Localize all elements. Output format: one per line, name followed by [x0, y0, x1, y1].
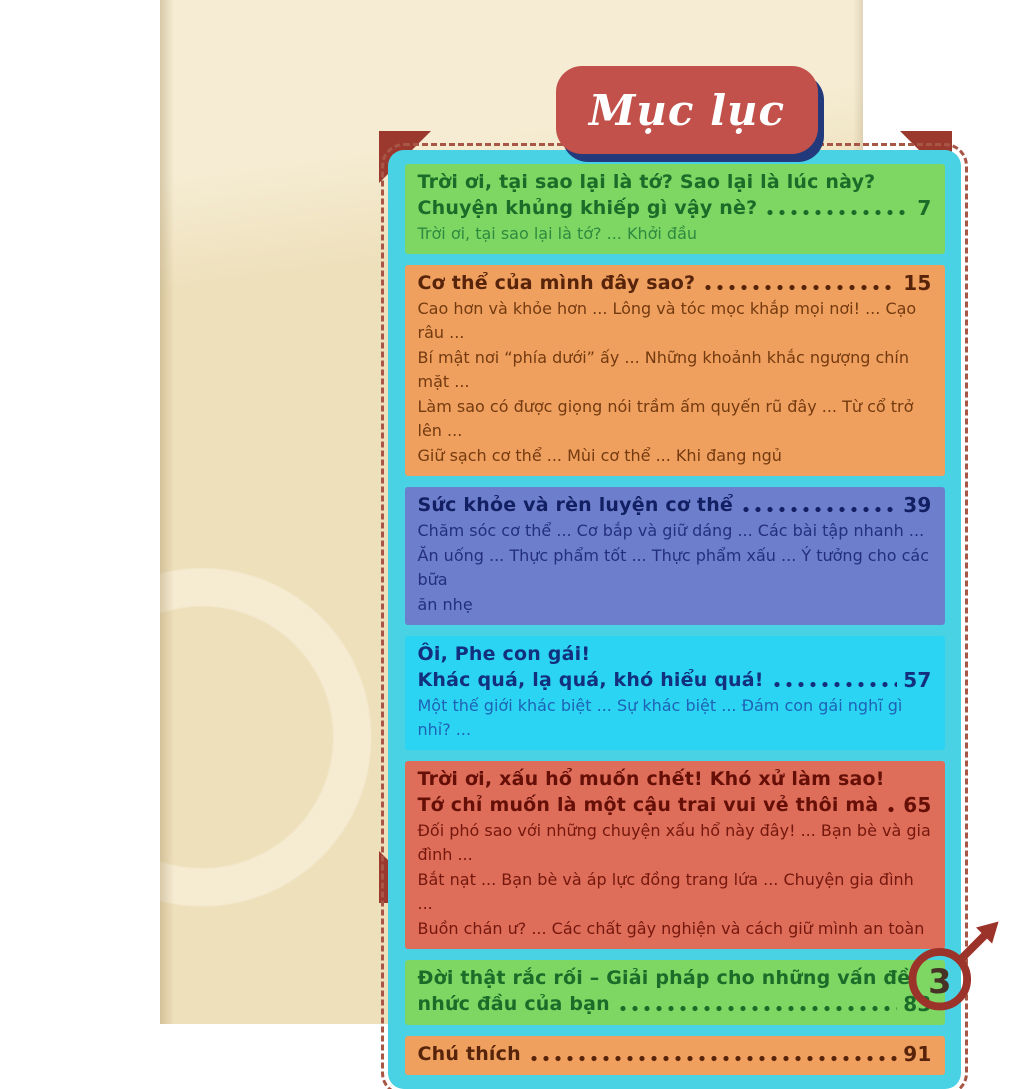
section-page-number: 7: [917, 196, 932, 220]
section-subtopics: Chăm sóc cơ thể ... Cơ bắp và giữ dáng ... Các bài tập nhanh ...: [417, 521, 925, 540]
section-title: Sức khỏe và rèn luyện cơ thể: [417, 494, 734, 516]
toc-section-1: [405, 164, 945, 254]
section-page-number: 57: [903, 668, 932, 692]
toc-panel: [388, 150, 961, 1089]
section-page-number: 39: [903, 493, 932, 517]
section-title-leader-row: [418, 195, 932, 221]
toc-section-5: [405, 761, 945, 949]
book-page: [160, 0, 952, 1066]
section-title-leader-row: [418, 1041, 932, 1067]
dot-leader: [743, 506, 897, 513]
section-subtopics: Ăn uống ... Thực phẩm tốt ... Thực phẩm xấu ... Ý tưởng cho các bữa: [417, 546, 930, 589]
toc-section-6: [405, 960, 945, 1025]
section-page-number: 83: [903, 992, 932, 1016]
section-title: Chuyện khủng khiếp gì vậy nè?: [417, 197, 758, 219]
section-page-number: 15: [903, 271, 932, 295]
section-page-number: 65: [903, 793, 932, 817]
toc-banner: [556, 66, 818, 154]
section-title: Trời ơi, tại sao lại là tớ? Sao lại là lúc này?: [417, 171, 876, 193]
section-subtopics: Bắt nạt ... Bạn bè và áp lực đồng trang lứa ... Chuyện gia đình ...: [417, 870, 914, 913]
section-page-number: 91: [903, 1042, 932, 1066]
section-subtopics: Buồn chán ư? ... Các chất gây nghiện và cách giữ mình an toàn: [417, 919, 925, 938]
dot-leader: [774, 681, 898, 688]
section-title: Đời thật rắc rối – Giải pháp cho những vấn đề: [417, 967, 911, 989]
dot-leader: [888, 806, 897, 813]
dot-leader: [620, 1005, 897, 1012]
section-title: Ôi, Phe con gái!: [417, 643, 591, 665]
section-title: nhức đầu của bạn: [417, 993, 610, 1015]
page-title: Mục lục: [588, 85, 786, 135]
toc-section-7: [405, 1036, 945, 1075]
section-subtopics: Một thế giới khác biệt ... Sự khác biệt ... Đám con gái nghĩ gì nhỉ? ...: [417, 696, 903, 739]
section-title-leader-row: [418, 270, 932, 296]
dot-leader: [531, 1055, 897, 1062]
dot-leader: [705, 284, 897, 291]
toc-section-4: [405, 636, 945, 750]
toc-section-2: [405, 265, 945, 476]
section-subtopics: Trời ơi, tại sao lại là tớ? ... Khởi đầu: [417, 224, 698, 243]
dot-leader: [767, 209, 911, 216]
page-number: 3: [928, 961, 952, 1001]
toc-section-3: [405, 487, 945, 625]
section-title: Khác quá, lạ quá, khó hiểu quá!: [417, 669, 764, 691]
section-subtopics: Giữ sạch cơ thể ... Mùi cơ thể ... Khi đang ngủ: [417, 446, 782, 465]
section-title: Tớ chỉ muốn là một cậu trai vui vẻ thôi mà: [417, 794, 879, 816]
section-title: Chú thích: [417, 1043, 521, 1065]
section-subtopics: Làm sao có được giọng nói trầm ấm quyến rũ đây ... Từ cổ trở lên ...: [417, 397, 914, 440]
section-subtopics: Bí mật nơi “phía dưới” ấy ... Những khoảnh khắc ngượng chín mặt ...: [417, 348, 909, 391]
male-symbol-graphic: [902, 912, 1007, 1017]
section-title: Cơ thể của mình đây sao?: [417, 272, 696, 294]
section-subtopics: Đối phó sao với những chuyện xấu hổ này đây! ... Bạn bè và gia đình ...: [417, 821, 931, 864]
section-title-leader-row: [418, 991, 932, 1017]
male-symbol-icon: [902, 912, 1007, 1017]
section-subtopics: Cao hơn và khỏe hơn ... Lông và tóc mọc khắp mọi nơi! ... Cạo râu ...: [417, 299, 917, 342]
section-title: Trời ơi, xấu hổ muốn chết! Khó xử làm sao!: [417, 768, 885, 790]
section-title-leader-row: [418, 492, 932, 518]
section-title-leader-row: [418, 667, 932, 693]
section-subtopics: ăn nhẹ: [417, 595, 473, 614]
section-title-leader-row: [418, 792, 932, 818]
